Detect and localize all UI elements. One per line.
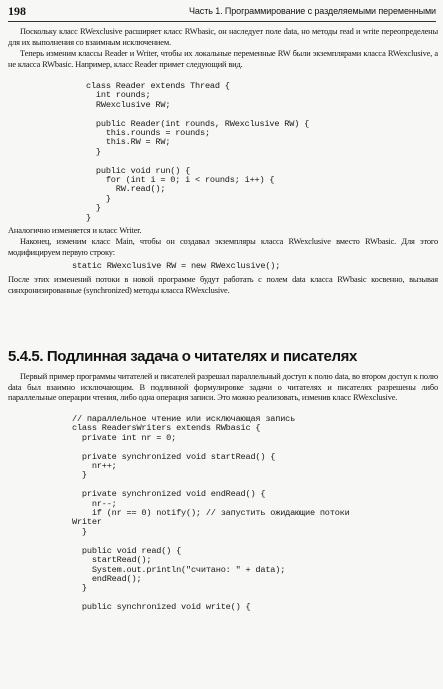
page-number: 198 [8,4,26,18]
header-divider [8,21,436,22]
paragraph-writer-similar: Аналогично изменяется и класс Writer. [8,226,142,235]
section-heading: 5.4.5. Подлинная задача о читателях и писателях [8,348,357,365]
running-header [8,4,436,18]
code-reader-class: class Reader extends Thread { int rounds; RWexclusive RW; public Reader(int rounds, RWexclusive RW) { this.rounds = rounds; this.RW = RW; } public void run() { for (int i = 0; i < rounds; i++) { RW.read(); } } } [86,81,310,223]
paragraph-inheritance: Поскольку класс RWexclusive расширяет класс RWbasic, он наследует поле data, но методы read и write переопределены для их выполнения со взаимным исключением. [8,27,438,47]
code-main-line: static RWexclusive RW = new RWexclusive(); [72,261,281,271]
paragraph-true-problem: Первый пример программы читателей и писателей разрешал параллельный доступ к полю data, во втором доступ к полю data был взаимно исключающим. В подлинной формулировке задачи о читателях и писателях разрешены либо параллельные операции чтения, либо одна операция записи. Это можно реализовать, изменив класс RWexclusive. [8,372,438,403]
running-title: Часть 1. Программирование с разделяемыми переменными [188,6,436,16]
paragraph-modify-reader-writer: Теперь изменим классы Reader и Writer, чтобы их локальные переменные RW были экземплярами класса RWexclusive, а не класса RWbasic. Например, класс Reader примет следующий вид. [8,49,438,69]
paragraph-after-changes: После этих изменений потоки в новой программе будут работать с полем data класса RWbasic косвенно, вызывая синхронизированные (synchronized) методы класса RWexclusive. [8,275,438,295]
paragraph-modify-main: Наконец, изменим класс Main, чтобы он создавал экземпляры класса RWexclusive вместо RWbasic. Для этого модифицируем первую строку: [8,237,438,257]
code-readers-writers-class: // параллельное чтение или исключающая запись class ReadersWriters extends RWbasic { private int nr = 0; private synchronized void startRead() { nr++; } private synchronized void endRead() { nr--; if (nr == 0) notify(); // запустить ожидающие потоки Writer } public void read() { startRead(); System.out.println("считано: " + data); endRead(); } public synchronized void write() { [72,414,350,613]
